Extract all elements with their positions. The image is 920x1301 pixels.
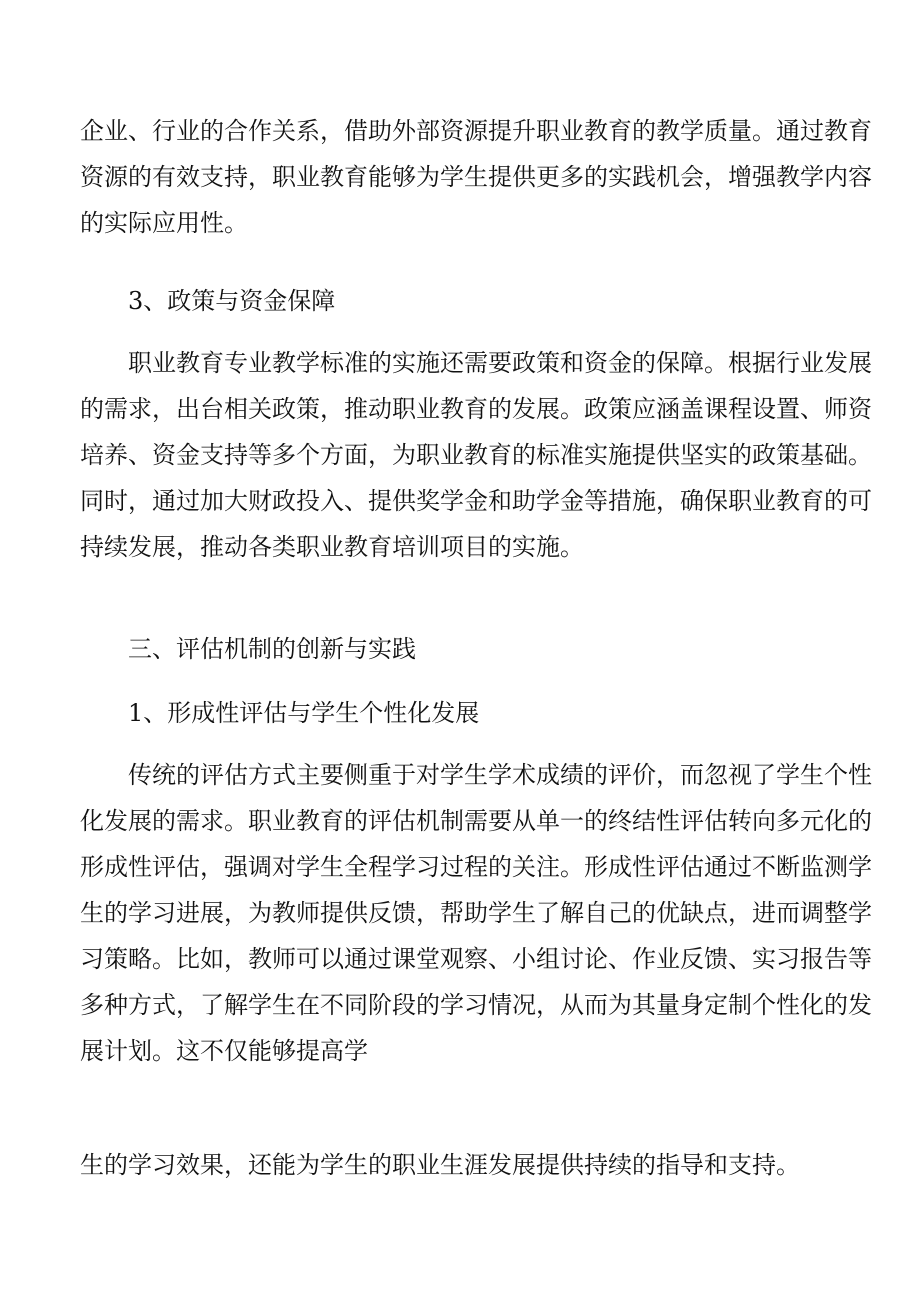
paragraph-line: 传统的评估方式主要侧重于对学生学术成绩的评价，而忽视了学生个性 [128, 761, 872, 789]
paragraph-line: 同时，通过加大财政投入、提供奖学金和助学金等措施，确保职业教育的可 [80, 487, 872, 515]
paragraph-line: 的需求，出台相关政策，推动职业教育的发展。政策应涵盖课程设置、师资 [80, 395, 872, 423]
section-heading: 1、形成性评估与学生个性化发展 [128, 699, 480, 727]
paragraph-line: 资源的有效支持，职业教育能够为学生提供更多的实践机会，增强教学内容 [80, 163, 872, 191]
paragraph-line: 持续发展，推动各类职业教育培训项目的实施。 [80, 533, 584, 561]
paragraph-line: 展计划。这不仅能够提高学 [80, 1037, 368, 1065]
paragraph-line: 多种方式，了解学生在不同阶段的学习情况，从而为其量身定制个性化的发 [80, 991, 872, 1019]
paragraph-3 [80, 752, 872, 1074]
section-heading: 3、政策与资金保障 [128, 287, 336, 315]
paragraph-2 [80, 340, 872, 570]
paragraph-line: 培养、资金支持等多个方面，为职业教育的标准实施提供坚实的政策基础。 [80, 441, 872, 469]
paragraph-line: 企业、行业的合作关系，借助外部资源提升职业教育的教学质量。通过教育 [80, 117, 872, 145]
paragraph-1 [80, 108, 872, 246]
paragraph-line: 形成性评估，强调对学生全程学习过程的关注。形成性评估通过不断监测学 [80, 853, 872, 881]
chapter-heading: 三、评估机制的创新与实践 [128, 635, 416, 663]
paragraph-line: 的实际应用性。 [80, 209, 248, 237]
paragraph-line: 职业教育专业教学标准的实施还需要政策和资金的保障。根据行业发展 [128, 349, 872, 377]
paragraph-line: 生的学习效果，还能为学生的职业生涯发展提供持续的指导和支持。 [80, 1151, 800, 1179]
paragraph-line: 生的学习进展，为教师提供反馈，帮助学生了解自己的优缺点，进而调整学 [80, 899, 872, 927]
paragraph-4 [80, 1142, 840, 1188]
paragraph-line: 化发展的需求。职业教育的评估机制需要从单一的终结性评估转向多元化的 [80, 807, 872, 835]
paragraph-line: 习策略。比如，教师可以通过课堂观察、小组讨论、作业反馈、实习报告等 [80, 945, 872, 973]
